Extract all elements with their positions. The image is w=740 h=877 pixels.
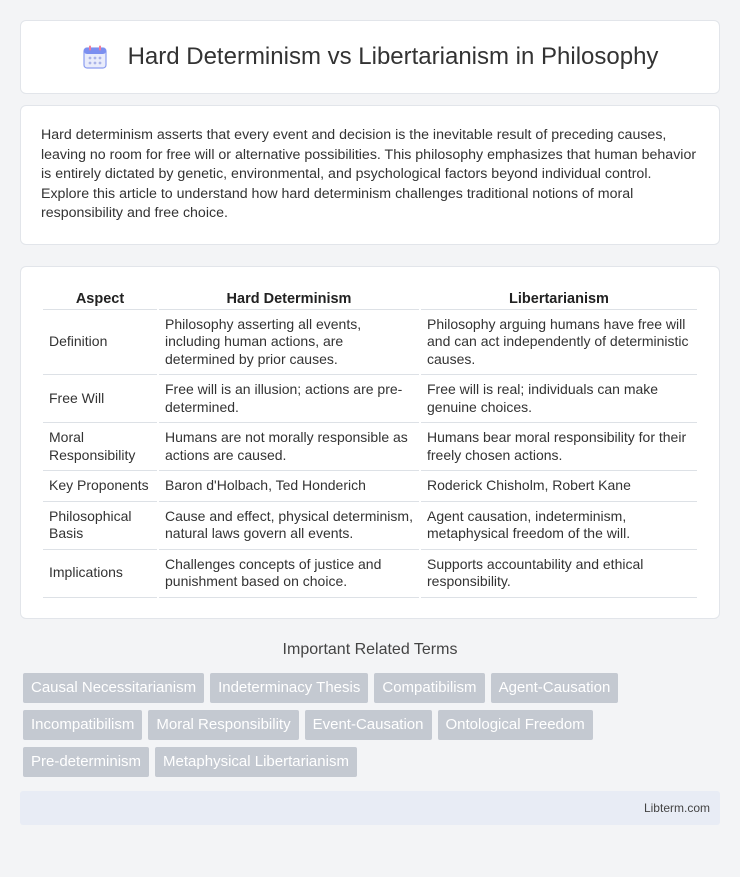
intro-text: Hard determinism asserts that every event and decision is the inevitable result of preceding causes, leaving no room for free will or alternative possibilities. This philosophy emphasizes that human behavior is entirely dictated by genetic, environmental, and psychological factors beyond individual control. Explore this article to understand how hard determinism challenges traditional notions of moral responsibility and free choice. <box>41 127 697 221</box>
related-term-tag[interactable]: Indeterminacy Thesis <box>210 673 368 703</box>
aspect-cell: Moral Responsibility <box>43 423 157 471</box>
aspect-cell: Philosophical Basis <box>43 502 157 550</box>
table-row <box>43 502 697 550</box>
libertarianism-cell: Supports accountability and ethical responsibility. <box>421 550 697 598</box>
related-term-tag[interactable]: Pre-determinism <box>23 747 149 777</box>
header-libertarianism: Libertarianism <box>421 287 697 310</box>
title-card <box>20 20 720 94</box>
hard-determinism-cell: Baron d'Holbach, Ted Honderich <box>159 471 419 502</box>
hard-determinism-cell: Cause and effect, physical determinism, natural laws govern all events. <box>159 502 419 550</box>
related-term-tag[interactable]: Metaphysical Libertarianism <box>155 747 357 777</box>
footer <box>20 791 720 825</box>
comparison-card <box>20 266 720 619</box>
comparison-table <box>41 287 699 598</box>
table-row <box>43 423 697 471</box>
aspect-cell: Definition <box>43 310 157 376</box>
table-header-row <box>43 287 697 310</box>
libertarianism-cell: Philosophy arguing humans have free will and can act independently of deterministic causes. <box>421 310 697 376</box>
page-title: Hard Determinism vs Libertarianism in Philosophy <box>127 43 659 70</box>
related-term-tag[interactable]: Incompatibilism <box>23 710 142 740</box>
header-hard-determinism: Hard Determinism <box>159 287 419 310</box>
related-term-tag[interactable]: Moral Responsibility <box>148 710 298 740</box>
table-row <box>43 550 697 598</box>
libertarianism-cell: Humans bear moral responsibility for their freely chosen actions. <box>421 423 697 471</box>
libertarianism-cell: Roderick Chisholm, Robert Kane <box>421 471 697 502</box>
aspect-cell: Key Proponents <box>43 471 157 502</box>
libertarianism-cell: Agent causation, indeterminism, metaphysical freedom of the will. <box>421 502 697 550</box>
related-terms-title: Important Related Terms <box>282 640 458 658</box>
related-term-tag[interactable]: Ontological Freedom <box>438 710 593 740</box>
related-term-tag[interactable]: Compatibilism <box>374 673 484 703</box>
table-row <box>43 310 697 376</box>
related-term-tag[interactable]: Causal Necessitarianism <box>23 673 204 703</box>
footer-site-link[interactable]: Libterm.com <box>643 800 710 815</box>
related-terms-list <box>20 673 720 777</box>
hard-determinism-cell: Free will is an illusion; actions are pre-determined. <box>159 375 419 423</box>
related-term-tag[interactable]: Agent-Causation <box>491 673 619 703</box>
table-row <box>43 375 697 423</box>
hard-determinism-cell: Challenges concepts of justice and punishment based on choice. <box>159 550 419 598</box>
aspect-cell: Implications <box>43 550 157 598</box>
aspect-cell: Free Will <box>43 375 157 423</box>
hard-determinism-cell: Philosophy asserting all events, including human actions, are determined by prior causes. <box>159 310 419 376</box>
header-aspect: Aspect <box>43 287 157 310</box>
table-row <box>43 471 697 502</box>
libertarianism-cell: Free will is real; individuals can make genuine choices. <box>421 375 697 423</box>
intro-card <box>20 105 720 245</box>
related-term-tag[interactable]: Event-Causation <box>305 710 432 740</box>
calendar-icon <box>82 44 108 70</box>
hard-determinism-cell: Humans are not morally responsible as actions are caused. <box>159 423 419 471</box>
